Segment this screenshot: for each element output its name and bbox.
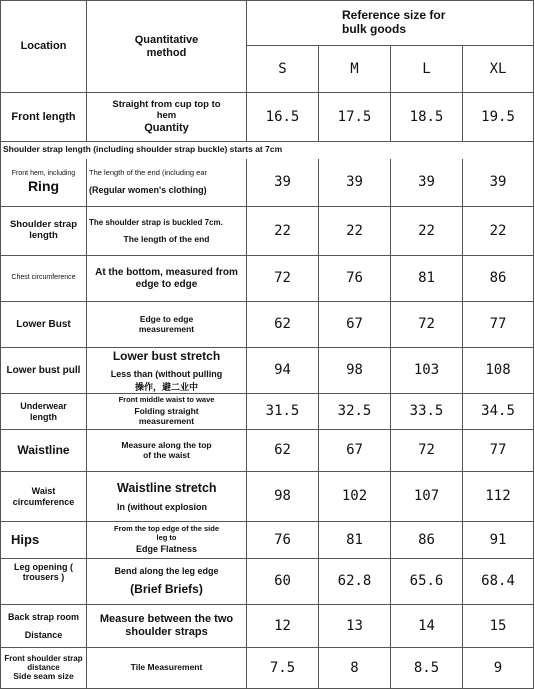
location-cell: Lower bust pull	[1, 348, 87, 394]
value-cell: 81	[319, 522, 391, 559]
method-cell	[87, 394, 247, 430]
value-cell: 39	[463, 159, 534, 207]
location-line: Distance	[24, 630, 63, 640]
location-line: Back strap room	[7, 611, 80, 622]
value-cell: 72	[247, 256, 319, 302]
header-row-top	[1, 1, 534, 46]
value-cell: 68.4	[463, 559, 534, 605]
location-cell: Shoulder strap length	[1, 207, 87, 256]
method-cell	[87, 522, 247, 559]
value-cell: 14	[391, 605, 463, 648]
location-cell: Front length	[1, 93, 87, 142]
value-cell: 19.5	[463, 93, 534, 142]
value-cell: 7.5	[247, 648, 319, 689]
value-cell: 34.5	[463, 394, 534, 430]
method-line: Straight from cup top to hem	[112, 98, 221, 121]
location-cell	[1, 605, 87, 648]
value-cell: 86	[463, 256, 534, 302]
method-line: Waistline stretch	[117, 481, 217, 496]
row-lower-bust	[1, 302, 534, 348]
shoulder-strap-note: Shoulder strap length (including shoulder strap buckle) starts at 7cm	[1, 142, 534, 159]
value-cell: 16.5	[247, 93, 319, 142]
location-line: Front shoulder strap distance	[4, 653, 83, 673]
value-cell: 9	[463, 648, 534, 689]
value-cell: 94	[247, 348, 319, 394]
method-line: Edge Flatness	[135, 544, 198, 555]
method-line: 操作，避二业中	[134, 382, 198, 393]
size-s-header: S	[247, 46, 319, 93]
value-cell: 76	[247, 522, 319, 559]
value-cell: 98	[247, 472, 319, 522]
value-cell: 81	[391, 256, 463, 302]
value-cell: 91	[463, 522, 534, 559]
location-cell: Leg opening ( trousers )	[1, 559, 87, 605]
location-cell: Hips	[1, 522, 87, 559]
location-line: Front hem, including	[11, 170, 76, 178]
value-cell: 67	[319, 302, 391, 348]
value-cell: 103	[391, 348, 463, 394]
method-line: Bend along the leg edge	[114, 566, 219, 577]
location-cell: Lower Bust	[1, 302, 87, 348]
row-lower-bust-pull	[1, 348, 534, 394]
location-line: Ring	[27, 178, 60, 195]
value-cell: 77	[463, 302, 534, 348]
row-waistline	[1, 430, 534, 472]
value-cell: 108	[463, 348, 534, 394]
value-cell: 39	[319, 159, 391, 207]
row-front-length	[1, 93, 534, 142]
method-line: Front middle waist to wave	[118, 395, 215, 405]
value-cell: 67	[319, 430, 391, 472]
row-shoulder-strap-length	[1, 207, 534, 256]
value-cell: 22	[247, 207, 319, 256]
method-header: Quantitative method	[87, 1, 247, 93]
method-line: The length of the end (including ear	[89, 167, 207, 177]
method-cell: At the bottom, measured from edge to edge	[87, 256, 247, 302]
value-cell: 77	[463, 430, 534, 472]
method-line: (Regular women's clothing)	[89, 185, 207, 196]
value-cell: 65.6	[391, 559, 463, 605]
value-cell: 13	[319, 605, 391, 648]
value-cell: 22	[391, 207, 463, 256]
value-cell: 32.5	[319, 394, 391, 430]
method-cell: Tile Measurement	[87, 648, 247, 689]
value-cell: 31.5	[247, 394, 319, 430]
location-cell: Chest circumference	[1, 256, 87, 302]
row-waist-circumference	[1, 472, 534, 522]
method-line: Lower bust stretch	[112, 349, 221, 363]
location-cell: Waistline	[1, 430, 87, 472]
row-shoulder-strap-note	[1, 142, 534, 159]
method-line: (Brief Briefs)	[130, 581, 203, 596]
location-cell: Underwear length	[1, 394, 87, 430]
row-underwear-length	[1, 394, 534, 430]
value-cell: 12	[247, 605, 319, 648]
method-cell: Edge to edge measurement	[87, 302, 247, 348]
row-chest	[1, 256, 534, 302]
row-hips	[1, 522, 534, 559]
method-cell: Measure between the two shoulder straps	[87, 605, 247, 648]
method-cell: Measure along the top of the waist	[87, 430, 247, 472]
value-cell: 62	[247, 302, 319, 348]
value-cell: 72	[391, 430, 463, 472]
value-cell: 39	[391, 159, 463, 207]
value-cell: 72	[391, 302, 463, 348]
method-line: From the top edge of the side leg to	[113, 524, 219, 542]
value-cell: 33.5	[391, 394, 463, 430]
value-cell: 22	[463, 207, 534, 256]
size-l-header: L	[391, 46, 463, 93]
method-cell	[87, 207, 247, 256]
value-cell: 22	[319, 207, 391, 256]
method-cell	[87, 159, 247, 207]
value-cell: 8.5	[391, 648, 463, 689]
size-xl-header: XL	[463, 46, 534, 93]
value-cell: 98	[319, 348, 391, 394]
method-line: In (without explosion	[117, 501, 207, 512]
method-line: Less than (without pulling	[110, 368, 223, 379]
method-line: Folding straight measurement	[134, 406, 199, 426]
location-cell: Waist circumference	[1, 472, 87, 522]
method-line: The shoulder strap is buckled 7cm.	[89, 217, 223, 227]
value-cell: 86	[391, 522, 463, 559]
value-cell: 62	[247, 430, 319, 472]
method-line: The length of the end	[123, 233, 210, 244]
reference-size-header: Reference size for bulk goods	[247, 1, 534, 46]
location-cell	[1, 159, 87, 207]
row-front-hem	[1, 159, 534, 207]
method-cell	[87, 472, 247, 522]
value-cell: 15	[463, 605, 534, 648]
value-cell: 112	[463, 472, 534, 522]
value-cell: 76	[319, 256, 391, 302]
location-cell	[1, 648, 87, 689]
value-cell: 107	[391, 472, 463, 522]
location-header: Location	[1, 1, 87, 93]
value-cell: 18.5	[391, 93, 463, 142]
value-cell: 8	[319, 648, 391, 689]
row-leg-opening	[1, 559, 534, 605]
method-cell	[87, 93, 247, 142]
location-line: Side seam size	[13, 671, 74, 682]
method-line: Quantity	[144, 121, 189, 134]
row-front-shoulder	[1, 648, 534, 689]
value-cell: 62.8	[319, 559, 391, 605]
value-cell: 102	[319, 472, 391, 522]
row-back-strap	[1, 605, 534, 648]
value-cell: 60	[247, 559, 319, 605]
method-cell	[87, 559, 247, 605]
method-cell	[87, 348, 247, 394]
size-m-header: M	[319, 46, 391, 93]
value-cell: 17.5	[319, 93, 391, 142]
value-cell: 39	[247, 159, 319, 207]
